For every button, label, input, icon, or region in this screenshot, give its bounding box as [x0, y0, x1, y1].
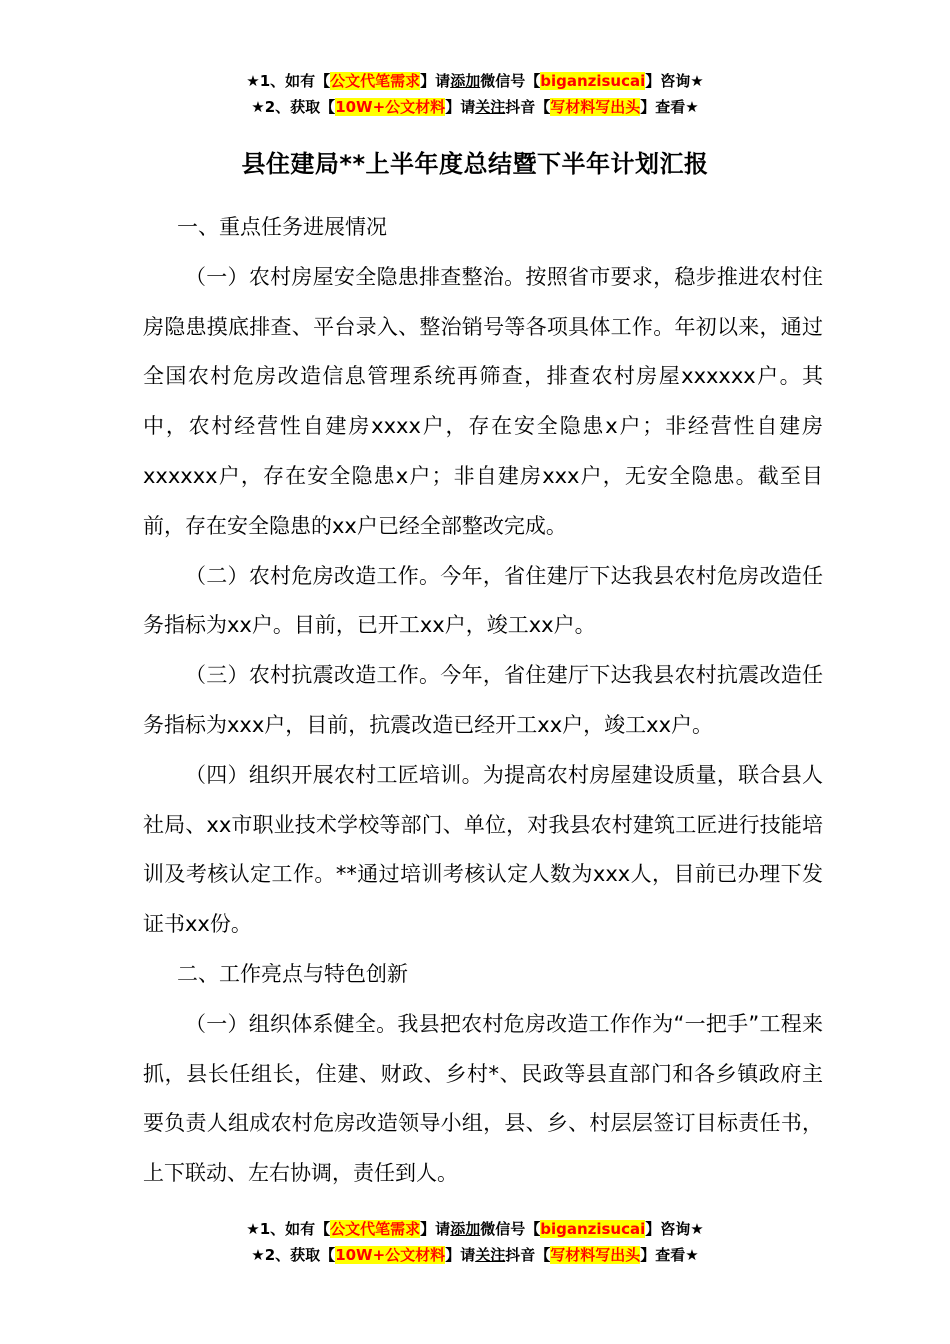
paragraph: （四）组织开展农村工匠培训。为提高农村房屋建设质量，联合县人社局、xx市职业技术学校等部门、单位，对我县农村建筑工匠进行技能培训及考核认定工作。**通过培训考核认定人数为xxx人，目前已办理下发证书xx份。	[143, 762, 823, 937]
section-heading: 二、工作亮点与特色创新	[177, 961, 408, 986]
section-heading: 一、重点任务进展情况	[177, 215, 387, 239]
document-title: 县住建局**上半年度总结暨下半年计划汇报	[241, 150, 709, 178]
document-body	[143, 203, 823, 1199]
promo-highlight: 公文代笔需求	[330, 1220, 421, 1238]
promo-banner-top	[0, 68, 950, 120]
promo-highlight: 10W+公文材料	[335, 1246, 446, 1264]
promo-text: 】请	[445, 1246, 476, 1264]
promo-highlight: biganzisucai	[540, 1220, 646, 1238]
promo-text: ★1、如有【	[246, 72, 331, 90]
promo-text: 】请	[420, 1220, 451, 1238]
paragraph: （一）组织体系健全。我县把农村危房改造工作作为“一把手”工程来抓，县长任组长，住建、财政、乡村*、民政等县直部门和各乡镇政府主要负责人组成农村危房改造领导小组，县、乡、村层层签订目标责任书，上下联动、左右协调，责任到人。	[143, 1011, 823, 1186]
promo-line-1	[0, 68, 950, 94]
promo-emphasis: 添加	[450, 72, 481, 90]
promo-highlight: 写材料写出头	[550, 1246, 641, 1264]
paragraph: （二）农村危房改造工作。今年，省住建厅下达我县农村危房改造任务指标为xx户。目前，已开工xx户，竣工xx户。	[143, 563, 823, 638]
promo-highlight: 公文代笔需求	[330, 72, 421, 90]
promo-text: 微信号【	[480, 72, 541, 90]
promo-highlight: 10W+公文材料	[335, 98, 446, 116]
promo-text: 】咨询★	[645, 1220, 704, 1238]
promo-emphasis: 关注	[475, 98, 506, 116]
promo-emphasis: 添加	[450, 1220, 481, 1238]
promo-highlight: biganzisucai	[540, 72, 646, 90]
promo-line-1	[0, 1216, 950, 1242]
promo-text: ★2、获取【	[251, 1246, 336, 1264]
promo-text: 抖音【	[505, 1246, 551, 1264]
promo-text: 】请	[445, 98, 476, 116]
promo-text: ★2、获取【	[251, 98, 336, 116]
promo-line-2	[0, 94, 950, 120]
promo-text: 抖音【	[505, 98, 551, 116]
paragraph: （一）农村房屋安全隐患排查整治。按照省市要求，稳步推进农村住房隐患摸底排查、平台录入、整治销号等各项具体工作。年初以来，通过全国农村危房改造信息管理系统再筛查，排查农村房屋xxxxxx户。其中，农村经营性自建房xxxx户，存在安全隐患x户；非经营性自建房xxxxxx户，存在安全隐患x户；非自建房xxx户，无安全隐患。截至目前，存在安全隐患的xx户已经全部整改完成。	[143, 264, 823, 538]
promo-text: 】请	[420, 72, 451, 90]
promo-text: 】查看★	[640, 98, 699, 116]
promo-text: 】查看★	[640, 1246, 699, 1264]
promo-text: ★1、如有【	[246, 1220, 331, 1238]
paragraph: （三）农村抗震改造工作。今年，省住建厅下达我县农村抗震改造任务指标为xxx户，目前，抗震改造已经开工xx户，竣工xx户。	[143, 663, 823, 737]
promo-line-2	[0, 1242, 950, 1268]
promo-emphasis: 关注	[475, 1246, 506, 1264]
promo-banner-bottom	[0, 1216, 950, 1268]
promo-text: 】咨询★	[645, 72, 704, 90]
promo-text: 微信号【	[480, 1220, 541, 1238]
promo-highlight: 写材料写出头	[550, 98, 641, 116]
